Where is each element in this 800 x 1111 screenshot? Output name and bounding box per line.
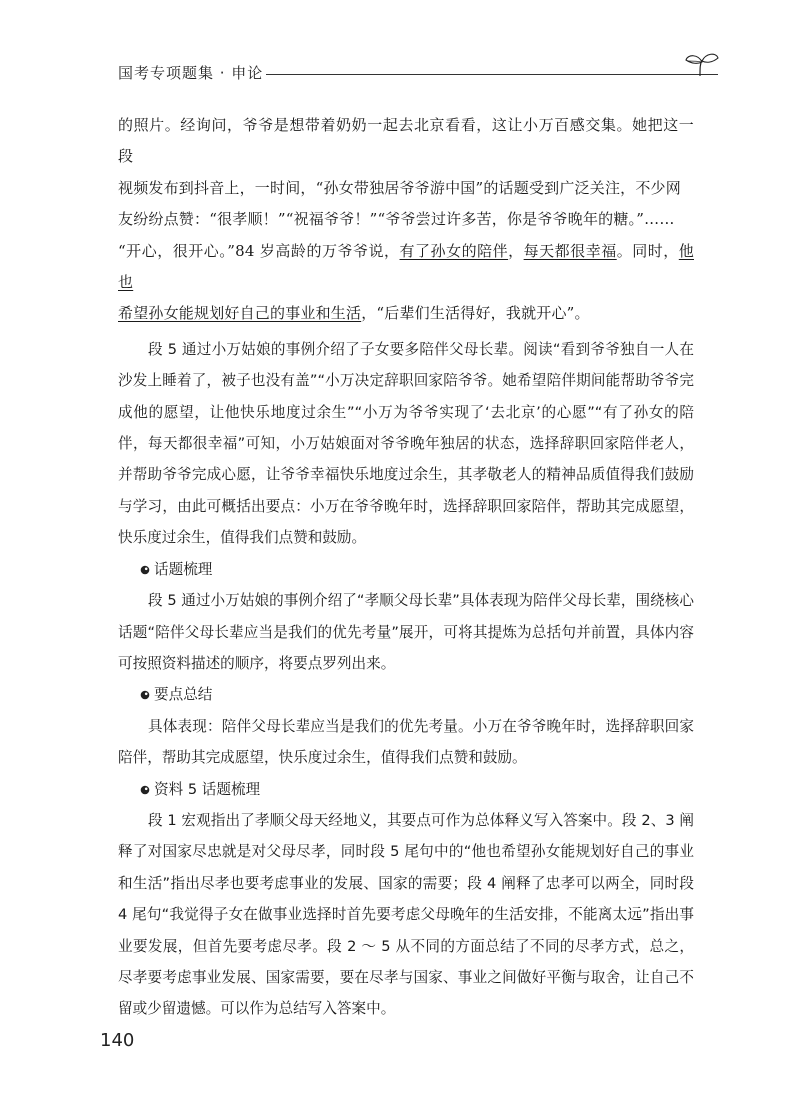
underlined-phrase: 希望孙女能规划好自己的事业和生活 [118,304,362,323]
sprout-icon [678,52,720,78]
section-heading [118,774,694,805]
section-text: 段 5 通过小万姑娘的事例介绍了“孝顺父母长辈”具体表现为陪伴父母长辈，围绕核心话题“陪伴父母长辈应当是我们的优先考量”展开，可将其提炼为总括句并前置，具体内容可按照资料描述的顺序，将要点罗列出来。 [118,592,694,672]
bullet-icon [140,690,150,700]
quoted-material [118,110,694,330]
section-heading-label: 话题梳理 [154,560,213,578]
body-text [118,110,694,1025]
quote-line: 的照片。经询问，爷爷是想带着奶奶一起去北京看看，这让小万百感交集。她把这一段 [118,116,694,166]
underlined-phrase: 他也 [118,241,694,292]
quote-line [118,236,694,299]
bullet-icon [140,565,150,575]
quote-text: “开心，很开心。”84 岁高龄的万爷爷说， [118,241,400,260]
section-text: 具体表现：陪伴父母长辈应当是我们的优先考量。小万在爷爷晚年时，选择辞职回家陪伴，帮助其完成愿望，快乐度过余生，值得我们点赞和鼓励。 [118,717,694,767]
quote-text: 。同时， [616,241,679,260]
section-summary [118,679,694,773]
section-heading-label: 要点总结 [154,686,213,704]
quote-line [118,298,694,329]
header-title: 国考专项题集 · 申论 [118,64,264,82]
quote-line: 友纷纷点赞：“很孝顺！”“祝福爷爷！”“爷爷尝过许多苦，你是爷爷晚年的糖。”…… [118,210,675,229]
analysis-paragraph: 段 5 通过小万姑娘的事例介绍了子女要多陪伴父母长辈。阅读“看到爷爷独自一人在沙发上睡着了，被子也没有盖”“小万决定辞职回家陪爷爷。她希望陪伴期间能帮助爷爷完成他的愿望，让他快乐地度过余生”“小万为爷爷实现了‘去北京’的心愿”“有了孙女的陪伴，每天都很幸福”可知，小万姑娘面对爷爷晚年独居的状态，选择辞职回家陪伴老人，并帮助爷爷完成心愿，让爷爷幸福快乐地度过余生，其孝敬老人的精神品质值得我们鼓励与学习，由此可概括出要点：小万在爷爷晚年时，选择辞职回家陪伴，帮助其完成愿望，快乐度过余生，值得我们点赞和鼓励。 [118,340,694,547]
section-heading [118,554,694,585]
section-heading [118,679,694,710]
section-heading-label: 资料 5 话题梳理 [154,780,261,798]
section-topic [118,554,694,680]
page-number: 140 [100,1030,135,1051]
quote-text: ， [508,241,524,260]
underlined-phrase: 每天都很幸福 [523,241,617,260]
bullet-icon [140,785,150,795]
quote-line: 视频发布到抖音上，一时间，“孙女带独居爷爷游中国”的话题受到广泛关注，不少网 [118,178,681,197]
underlined-phrase: 有了孙女的陪伴 [399,241,509,260]
section-text: 段 1 宏观指出了孝顺父母天经地义，其要点可作为总体释义写入答案中。段 2、3 阐释了对国家尽忠就是对父母尽孝，同时段 5 尾句中的“他也希望孙女能规划好自己的事业和生活”指出尽孝也要考虑事业的发展、国家的需要；段 4 阐释了忠孝可以两全，同时段 4 尾句“我觉得子女在做事业选择时首先要考虑父母晚年的生活安排，不能离太远”指出事业要发展，但首先要考虑尽孝。段 2 ～ 5 从不同的方面总结了不同的尽孝方式，总之，尽孝要考虑事业发展、国家需要，要在尽孝与国家、事业之间做好平衡与取舍，让自己不留或少留遗憾。可以作为总结写入答案中。 [118,811,694,1018]
running-header [118,58,718,94]
section-material5 [118,774,694,1025]
header-rule [266,74,718,75]
quote-text: ，“后辈们生活得好，我就开心”。 [361,304,590,323]
